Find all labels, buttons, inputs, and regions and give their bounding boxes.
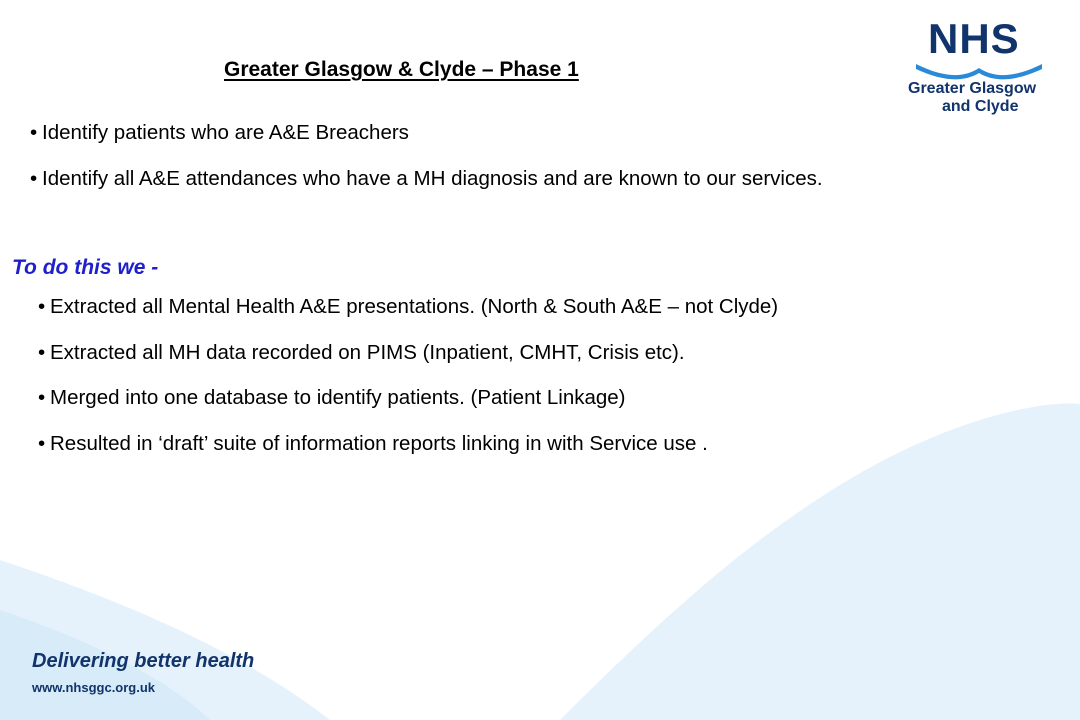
method-heading: To do this we - (12, 256, 159, 279)
bullet-dot: • (30, 121, 38, 144)
bullet-dot: • (30, 167, 38, 190)
footer-website: www.nhsggc.org.uk (32, 680, 156, 695)
objective-text: Identify all A&E attendances who have a MH diagnosis and are known to our services. (42, 167, 823, 190)
logo-line1: Greater Glasgow (908, 80, 1037, 97)
slide-title: Greater Glasgow & Clyde – Phase 1 (224, 58, 579, 81)
step-text: Merged into one database to identify patients. (Patient Linkage) (50, 386, 626, 409)
footer-tagline: Delivering better health (32, 650, 255, 672)
step-item-3 (38, 386, 626, 410)
bullet-dot: • (38, 386, 46, 409)
step-text: Resulted in ‘draft’ suite of information reports linking in with Service use . (50, 432, 708, 455)
logo-line2: and Clyde (942, 98, 1019, 115)
step-text: Extracted all Mental Health A&E presentations. (North & South A&E – not Clyde) (50, 295, 779, 318)
logo-brand: NHS (928, 15, 1020, 62)
nhs-logo (906, 15, 1056, 116)
step-item-1 (38, 295, 778, 319)
step-item-2 (38, 341, 685, 365)
objective-text: Identify patients who are A&E Breachers (42, 121, 409, 144)
objective-item-2 (30, 167, 823, 191)
step-item-4 (38, 432, 708, 456)
step-text: Extracted all MH data recorded on PIMS (Inpatient, CMHT, Crisis etc). (50, 341, 685, 364)
objective-item-1 (30, 121, 409, 145)
bullet-dot: • (38, 432, 46, 455)
bullet-dot: • (38, 295, 46, 318)
logo-wave-icon (914, 60, 1044, 80)
bullet-dot: • (38, 341, 46, 364)
